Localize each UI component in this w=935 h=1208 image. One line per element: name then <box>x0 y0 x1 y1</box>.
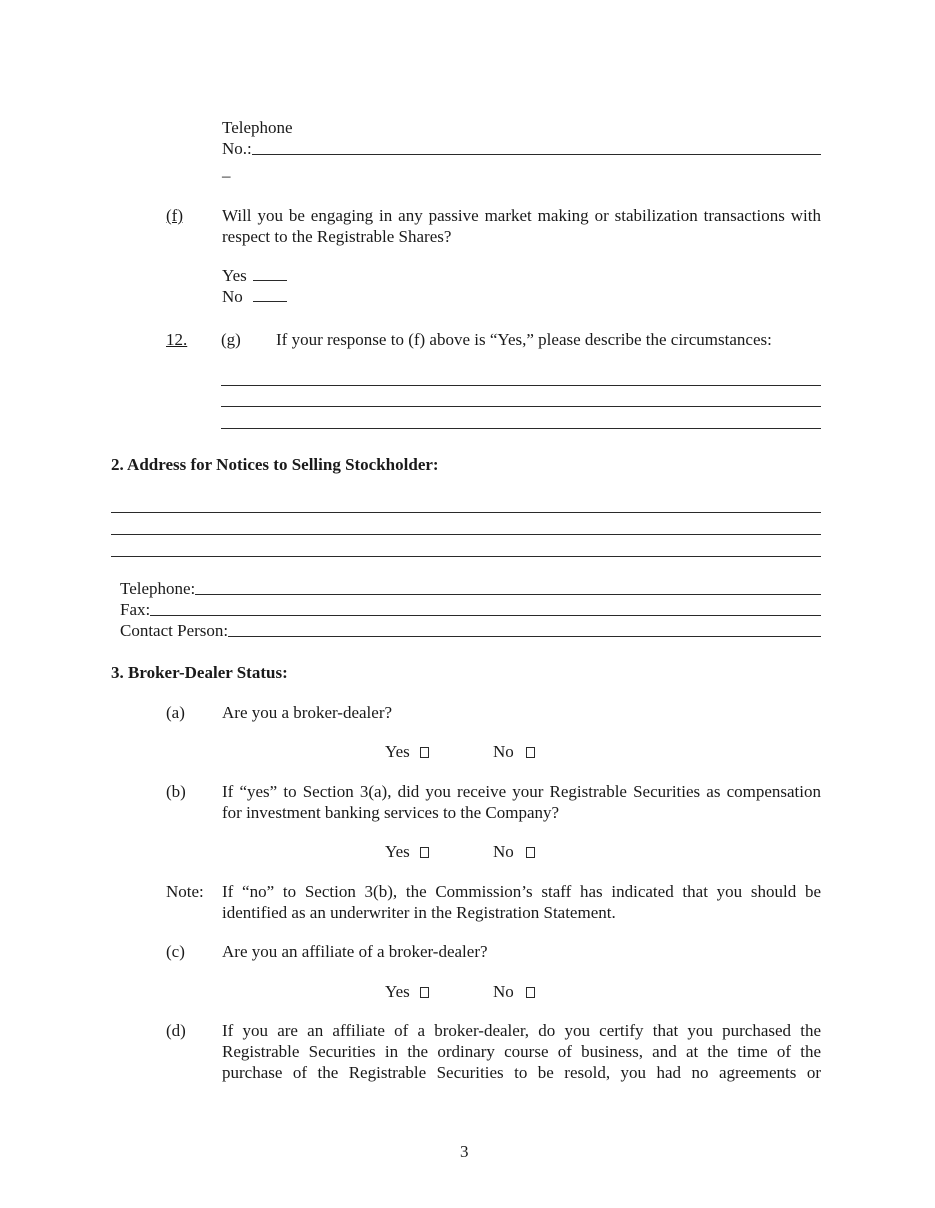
section-2-fax-line <box>150 614 821 616</box>
item-3c-yes-checkbox[interactable] <box>420 987 429 998</box>
telephone-label-line1: Telephone <box>222 118 293 137</box>
item-f-marker: (f) <box>166 206 183 225</box>
item-3b-no-option[interactable] <box>493 841 535 862</box>
item-3a-yes-label: Yes <box>385 742 410 761</box>
item-3b-yes-label: Yes <box>385 842 410 861</box>
item-3a-text: Are you a broker-dealer? <box>222 703 393 722</box>
note-marker: Note: <box>166 882 204 901</box>
section-2-contact-label: Contact Person: <box>120 621 229 640</box>
address-line-2[interactable] <box>111 534 821 535</box>
section-2-telephone-field[interactable] <box>120 578 821 599</box>
item-3a-no-label: No <box>493 742 514 761</box>
item-g-marker: (g) <box>221 330 241 349</box>
item-f-no-blank[interactable] <box>253 287 287 302</box>
item-3c-no-option[interactable] <box>493 981 535 1002</box>
item-3b-text: If “yes” to Section 3(a), did you receive your Registrable Securities as compensation for investment banking services to the Company? <box>222 782 821 822</box>
section-3-heading: 3. Broker-Dealer Status: <box>111 663 288 682</box>
item-3c-yes-option[interactable] <box>385 981 429 1002</box>
item-3b-yes-checkbox[interactable] <box>420 847 429 858</box>
item-3a-yes-checkbox[interactable] <box>420 747 429 758</box>
item-f-yes-label: Yes <box>222 266 247 285</box>
item-3b-yes-option[interactable] <box>385 841 429 862</box>
section-2-fax-label: Fax: <box>120 600 151 619</box>
section-2-contact-field[interactable] <box>120 620 821 641</box>
item-3c-yes-label: Yes <box>385 982 410 1001</box>
item-3a-marker: (a) <box>166 703 185 722</box>
item-g-answer-line-2[interactable] <box>221 406 821 407</box>
item-3c-marker: (c) <box>166 942 185 961</box>
section-2-telephone-line <box>195 593 821 595</box>
item-3a-no-option[interactable] <box>493 741 535 762</box>
item-f-question: Will you be engaging in any passive market making or stabilization transactions with respect to the Registrable Shares? <box>222 206 821 246</box>
section-2-telephone-label: Telephone: <box>120 579 196 598</box>
page-number: 3 <box>460 1142 469 1161</box>
item-3c-text: Are you an affiliate of a broker-dealer? <box>222 942 488 961</box>
section-2-heading: 2. Address for Notices to Selling Stockholder: <box>111 455 439 474</box>
item-3c-no-checkbox[interactable] <box>526 987 535 998</box>
telephone-dash: – <box>222 166 231 185</box>
item-f-yes-blank[interactable] <box>253 266 287 281</box>
item-3c-no-label: No <box>493 982 514 1001</box>
telephone-number-field[interactable] <box>222 138 821 159</box>
telephone-label-line2: No.: <box>222 139 252 158</box>
section-2-contact-line <box>228 635 821 637</box>
item-3a-no-checkbox[interactable] <box>526 747 535 758</box>
item-3b-no-checkbox[interactable] <box>526 847 535 858</box>
item-3b-marker: (b) <box>166 782 186 801</box>
item-f-yes-option[interactable] <box>222 265 287 286</box>
item-g-number: 12. <box>166 330 188 349</box>
item-3a-yes-option[interactable] <box>385 741 429 762</box>
note-text: If “no” to Section 3(b), the Commission’s staff has indicated that you should be identified as an underwriter in the Registration Statement. <box>222 882 821 922</box>
address-line-3[interactable] <box>111 556 821 557</box>
item-3d-text: If you are an affiliate of a broker-dealer, do you certify that you purchased the Registrable Securities in the ordinary course of business, and at the time of the purchase of the Registrable Securities to be resold, you had no agreements or <box>222 1021 821 1082</box>
item-g-question: If your response to (f) above is “Yes,” please describe the circumstances: <box>276 330 772 349</box>
item-3b-no-label: No <box>493 842 514 861</box>
item-g-answer-line-1[interactable] <box>221 385 821 386</box>
telephone-number-line <box>252 153 821 155</box>
item-3d-marker: (d) <box>166 1021 186 1040</box>
item-f-no-option[interactable] <box>222 286 287 307</box>
item-f-no-label: No <box>222 287 243 306</box>
section-2-fax-field[interactable] <box>120 599 821 620</box>
item-g-answer-line-3[interactable] <box>221 428 821 429</box>
address-line-1[interactable] <box>111 512 821 513</box>
